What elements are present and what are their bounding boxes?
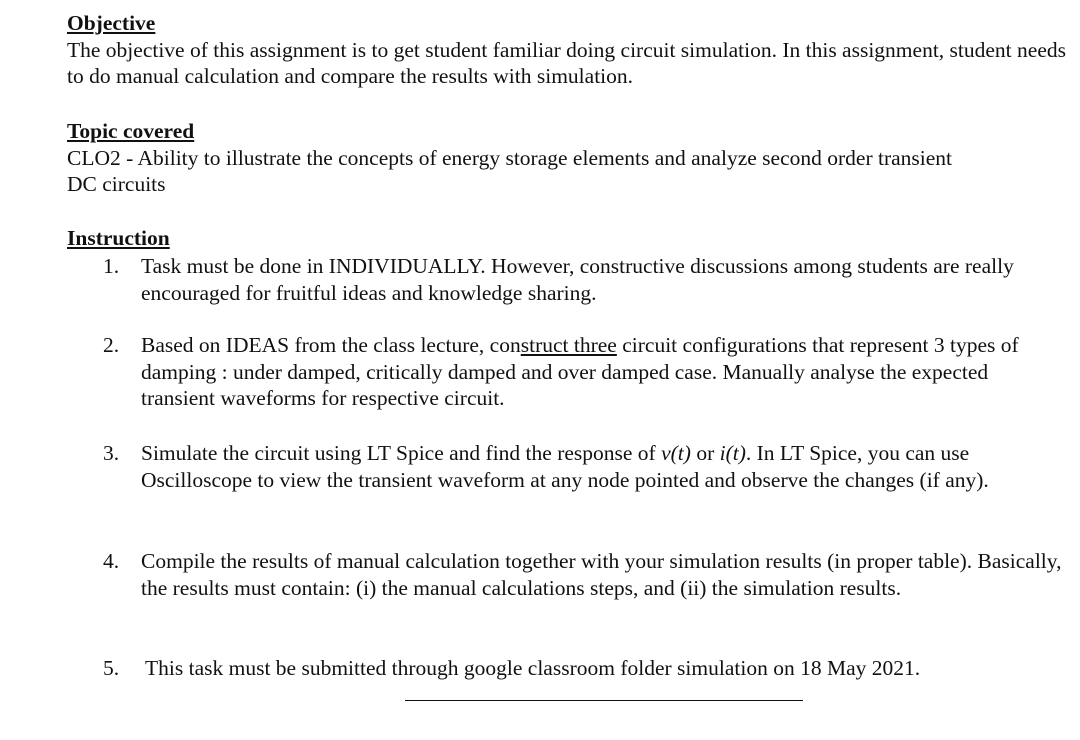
item-text-part: Simulate the circuit using LT Spice and find the response of [141, 441, 662, 465]
current-variable: i(t) [719, 441, 746, 465]
voltage-variable: v(t) [661, 441, 691, 465]
topic-text: CLO2 - Ability to illustrate the concepts of energy storage elements and analyze second order transient DC circuits [67, 145, 953, 196]
topic-section [67, 118, 987, 198]
item-number: 4. [103, 549, 120, 573]
objective-text: The objective of this assignment is to get student familiar doing circuit simulation. In this assignment, student needs to do manual calculation and compare the results with simulation. [67, 37, 1066, 88]
item-number: 5. [103, 656, 120, 680]
underlined-text: struct three [520, 333, 617, 357]
item-text-part: Based on IDEAS from the class lecture, con [141, 333, 521, 357]
item-text-part: circuit configurations that represent 3 types of damping : under damped, critically damped and over damped case. Manually analyse the expected transient waveforms for respective circuit. [141, 333, 1019, 410]
item-text-part: . In LT Spice, you can use Oscilloscope to view the transient waveform at any node pointed and observe the changes (if any). [141, 441, 989, 492]
item-number: 1. [103, 254, 120, 278]
item-text: This task must be submitted through google classroom folder simulation on 18 May 2021. [145, 656, 921, 680]
item-text: Compile the results of manual calculation together with your simulation results (in proper table). Basically, the results must contain: (i) the manual calculations steps, and (ii) the simulation results. [141, 549, 1062, 600]
item-number: 2. [103, 333, 120, 357]
item-text: Task must be done in INDIVIDUALLY. However, constructive discussions among students are really encouraged for fruitful ideas and knowledge sharing. [141, 254, 1014, 305]
item-number: 3. [103, 441, 120, 465]
item-text [141, 332, 1063, 412]
item-text-part: or [690, 441, 720, 465]
objective-heading: Objective [67, 11, 156, 35]
item-text [141, 440, 1063, 493]
topic-heading: Topic covered [67, 119, 195, 143]
instruction-section [67, 225, 170, 252]
objective-section [67, 10, 1067, 90]
end-divider [405, 700, 803, 701]
instruction-heading: Instruction [67, 226, 170, 250]
